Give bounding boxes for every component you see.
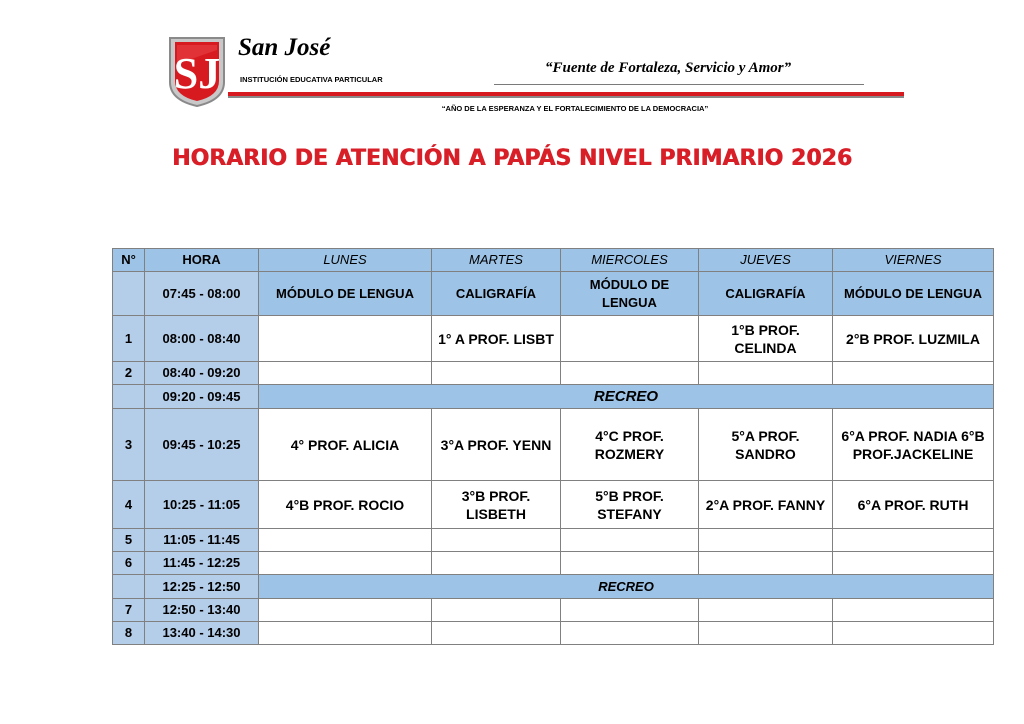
schedule-cell [699, 529, 833, 552]
school-motto: “Fuente de Fortaleza, Servicio y Amor” [545, 60, 792, 76]
schedule-cell: 2°A PROF. FANNY [699, 481, 833, 529]
row-time: 09:45 - 10:25 [145, 409, 259, 481]
schedule-cell [561, 362, 699, 385]
schedule-cell: MÓDULO DE LENGUA [833, 272, 994, 316]
school-subtitle: INSTITUCIÓN EDUCATIVA PARTICULAR [240, 75, 383, 84]
schedule-cell [259, 622, 432, 645]
row-number: 4 [113, 481, 145, 529]
schedule-cell: 4°B PROF. ROCIO [259, 481, 432, 529]
break-row [113, 575, 994, 599]
schedule-cell: 3°B PROF. LISBETH [432, 481, 561, 529]
schedule-cell [561, 622, 699, 645]
school-crest-logo [166, 36, 228, 108]
schedule-cell [699, 552, 833, 575]
schedule-cell [259, 599, 432, 622]
schedule-cell: 4°C PROF. ROZMERY [561, 409, 699, 481]
row-number: 5 [113, 529, 145, 552]
row-time: 09:20 - 09:45 [145, 385, 259, 409]
schedule-cell: CALIGRAFÍA [432, 272, 561, 316]
schedule-cell [259, 552, 432, 575]
schedule-cell [561, 599, 699, 622]
row-number: 2 [113, 362, 145, 385]
schedule-cell: MÓDULO DE LENGUA [561, 272, 699, 316]
page-title: HORARIO DE ATENCIÓN A PAPÁS NIVEL PRIMARIO 2026 [171, 146, 853, 171]
schedule-cell [432, 599, 561, 622]
row-number: 3 [113, 409, 145, 481]
row-number [113, 272, 145, 316]
schedule-cell: 5°B PROF. STEFANY [561, 481, 699, 529]
table-row [113, 316, 994, 362]
row-time: 10:25 - 11:05 [145, 481, 259, 529]
schedule-cell [561, 529, 699, 552]
row-time: 11:05 - 11:45 [145, 529, 259, 552]
row-time: 08:00 - 08:40 [145, 316, 259, 362]
row-time: 08:40 - 09:20 [145, 362, 259, 385]
header-thursday: JUEVES [699, 249, 833, 272]
table-row [113, 599, 994, 622]
header-wednesday: MIERCOLES [561, 249, 699, 272]
header-friday: VIERNES [833, 249, 994, 272]
schedule-cell [259, 362, 432, 385]
row-number [113, 575, 145, 599]
break-label: RECREO [259, 575, 994, 599]
schedule-cell [833, 622, 994, 645]
row-number: 6 [113, 552, 145, 575]
table-row [113, 409, 994, 481]
schedule-cell [432, 552, 561, 575]
schedule-cell [699, 362, 833, 385]
row-number: 7 [113, 599, 145, 622]
schedule-cell: 3°A PROF. YENN [432, 409, 561, 481]
header-hour: HORA [145, 249, 259, 272]
table-row [113, 622, 994, 645]
schedule-cell [259, 529, 432, 552]
row-number [113, 385, 145, 409]
header-monday: LUNES [259, 249, 432, 272]
row-time: 12:25 - 12:50 [145, 575, 259, 599]
schedule-cell [833, 552, 994, 575]
schedule-cell [432, 529, 561, 552]
break-label: RECREO [259, 385, 994, 409]
schedule-cell: 4° PROF. ALICIA [259, 409, 432, 481]
schedule-cell: 5°A PROF. SANDRO [699, 409, 833, 481]
table-row [113, 552, 994, 575]
table-row [113, 529, 994, 552]
table-row [113, 481, 994, 529]
school-name: San José [238, 34, 331, 61]
schedule-cell [432, 622, 561, 645]
schedule-cell [259, 316, 432, 362]
schedule-cell [833, 362, 994, 385]
schedule-cell [561, 552, 699, 575]
table-row [113, 272, 994, 316]
schedule-cell [699, 622, 833, 645]
schedule-cell: 6°A PROF. RUTH [833, 481, 994, 529]
row-time: 07:45 - 08:00 [145, 272, 259, 316]
header-gray-rule [228, 96, 904, 98]
schedule-cell: 2°B PROF. LUZMILA [833, 316, 994, 362]
schedule-cell: CALIGRAFÍA [699, 272, 833, 316]
schedule-cell: 6°A PROF. NADIA 6°B PROF.JACKELINE [833, 409, 994, 481]
schedule-cell: MÓDULO DE LENGUA [259, 272, 432, 316]
row-time: 12:50 - 13:40 [145, 599, 259, 622]
row-time: 13:40 - 14:30 [145, 622, 259, 645]
svg-text:SJ: SJ [173, 49, 221, 98]
header-tuesday: MARTES [432, 249, 561, 272]
schedule-cell [561, 316, 699, 362]
table-header-row [113, 249, 994, 272]
schedule-cell [833, 599, 994, 622]
row-number: 1 [113, 316, 145, 362]
row-time: 11:45 - 12:25 [145, 552, 259, 575]
motto-underline [494, 84, 864, 85]
schedule-cell: 1°B PROF. CELINDA [699, 316, 833, 362]
schedule-cell [432, 362, 561, 385]
year-slogan: “AÑO DE LA ESPERANZA Y EL FORTALECIMIENTO DE LA DEMOCRACIA” [441, 104, 709, 113]
table-row [113, 362, 994, 385]
header-number: N° [113, 249, 145, 272]
schedule-cell [833, 529, 994, 552]
schedule-cell: 1° A PROF. LISBT [432, 316, 561, 362]
break-row [113, 385, 994, 409]
schedule-table [112, 248, 994, 645]
schedule-cell [699, 599, 833, 622]
row-number: 8 [113, 622, 145, 645]
